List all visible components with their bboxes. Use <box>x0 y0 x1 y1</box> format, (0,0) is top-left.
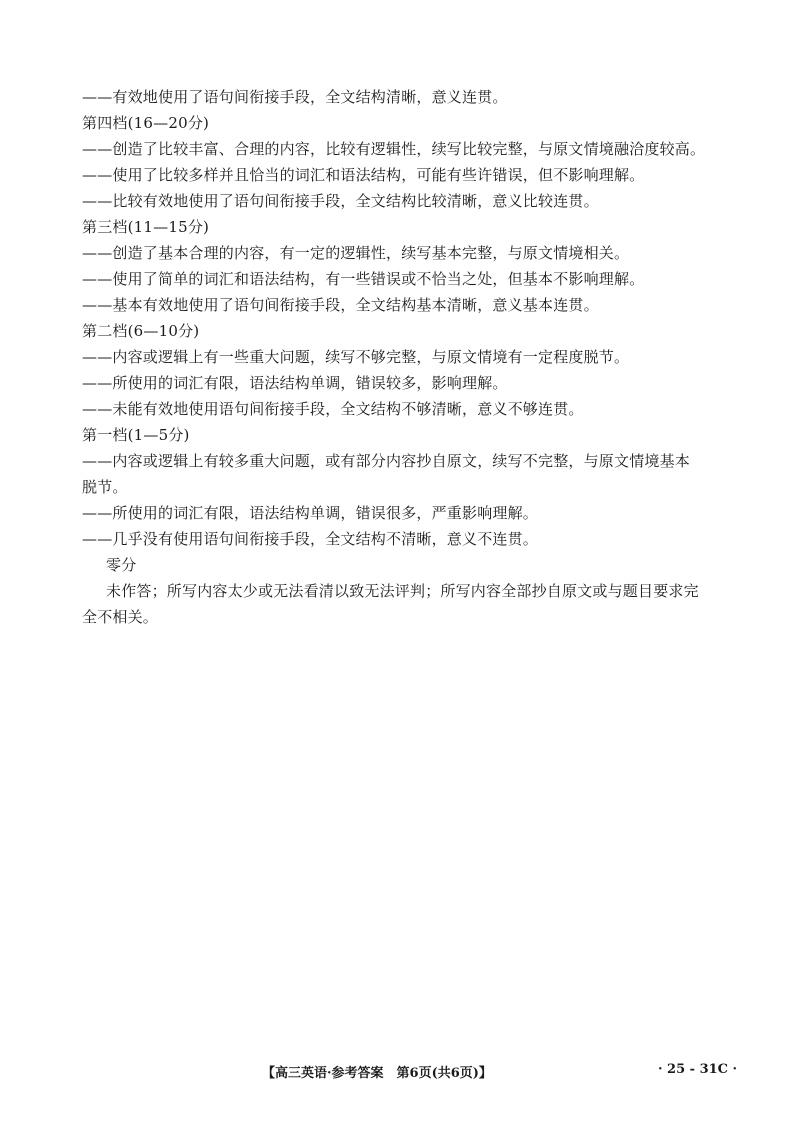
band-heading-3: 第三档(11—15分) <box>82 218 210 236</box>
band-heading-1: 第一档(1—5分) <box>82 426 190 444</box>
criterion-line: ——比较有效地使用了语句间衔接手段，全文结构比较清晰，意义比较连贯。 <box>82 192 599 210</box>
criterion-line: ——几乎没有使用语句间衔接手段，全文结构不清晰，意义不连贯。 <box>82 530 539 548</box>
footer-code: · 25 - 31C · <box>658 1062 738 1077</box>
criterion-line: ——创造了比较丰富、合理的内容，比较有逻辑性，续写比较完整，与原文情境融洽度较高。 <box>82 140 706 158</box>
band-heading-4: 第四档(16—20分) <box>82 114 210 132</box>
band-heading-2: 第二档(6—10分) <box>82 322 200 340</box>
band-heading-0: 零分 <box>106 556 137 574</box>
criterion-line: ——所使用的词汇有限，语法结构单调，错误很多，严重影响理解。 <box>82 504 539 522</box>
zero-score-description-continuation: 全不相关。 <box>82 608 159 626</box>
criterion-line: ——未能有效地使用语句间衔接手段，全文结构不够清晰，意义不够连贯。 <box>82 400 584 418</box>
criterion-line: ——使用了比较多样并且恰当的词汇和语法结构，可能有些许错误，但不影响理解。 <box>82 166 645 184</box>
criterion-line: ——所使用的词汇有限，语法结构单调，错误较多，影响理解。 <box>82 374 508 392</box>
criterion-line: ——基本有效地使用了语句间衔接手段，全文结构基本清晰，意义基本连贯。 <box>82 296 599 314</box>
criterion-line-continuation: 脱节。 <box>82 478 128 496</box>
criterion-line: ——内容或逻辑上有较多重大问题，或有部分内容抄自原文，续写不完整，与原文情境基本 <box>82 452 691 470</box>
zero-score-description: 未作答；所写内容太少或无法看清以致无法评判；所写内容全部抄自原文或与题目要求完 <box>106 582 699 600</box>
criterion-line: ——有效地使用了语句间衔接手段，全文结构清晰，意义连贯。 <box>82 88 508 106</box>
criterion-line: ——内容或逻辑上有一些重大问题，续写不够完整，与原文情境有一定程度脱节。 <box>82 348 630 366</box>
scoring-rubric <box>82 84 742 630</box>
footer-page-label: 【高三英语·参考答案 第6页(共6页)】 <box>262 1066 492 1081</box>
page-footer <box>0 1062 800 1084</box>
criterion-line: ——创造了基本合理的内容，有一定的逻辑性，续写基本完整，与原文情境相关。 <box>82 244 630 262</box>
criterion-line: ——使用了简单的词汇和语法结构，有一些错误或不恰当之处，但基本不影响理解。 <box>82 270 645 288</box>
